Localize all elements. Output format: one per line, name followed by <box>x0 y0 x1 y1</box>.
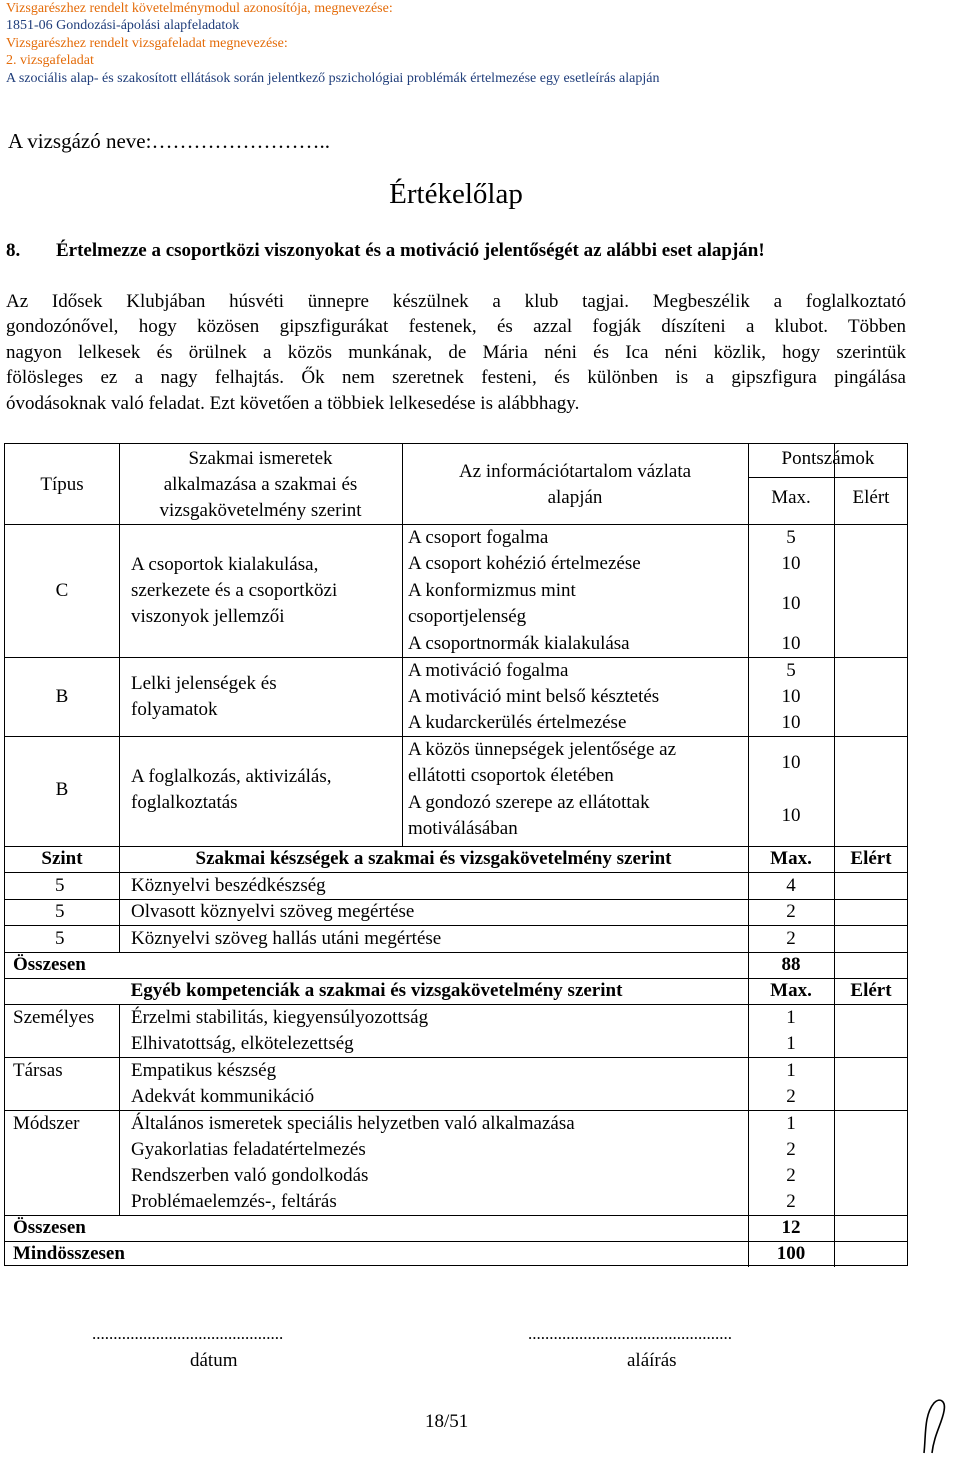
case-line: Az Idősek Klubjában húsvéti ünnepre készülnek a klub tagjai. Megbeszélik a foglalkoztató <box>6 291 906 312</box>
group-area-line: folyamatok <box>131 699 218 720</box>
item-max: 10 <box>781 805 801 826</box>
group-type: C <box>55 580 69 601</box>
other-max: 1 <box>786 1113 796 1134</box>
other-max: 2 <box>786 1139 796 1160</box>
header-line-1: Vizsgarészhez rendelt követelménymodul azonosítója, megnevezése: <box>6 1 393 16</box>
header-knowledge-line: Szakmai ismeretek <box>188 448 333 469</box>
other-max: 2 <box>786 1165 796 1186</box>
other-text: Általános ismeretek speciális helyzetben való alkalmazása <box>131 1113 575 1134</box>
header-line-5: A szociális alap- és szakosított ellátások során jelentkező pszichológiai problémák értelmezése egy esetleírás alapján <box>6 70 660 86</box>
group-area-line: A csoportok kialakulása, <box>131 554 319 575</box>
evaluation-table <box>4 443 908 1266</box>
other-header-title: Egyéb kompetenciák a szakmai és vizsgakövetelmény szerint <box>130 980 623 1001</box>
item-text <box>408 578 576 630</box>
item-max: 5 <box>786 660 796 681</box>
other-max: 2 <box>786 1191 796 1212</box>
skill-level: 5 <box>55 928 65 949</box>
signature-label: aláírás <box>627 1350 677 1371</box>
item-text: A motiváció fogalma <box>408 660 569 681</box>
other-text: Adekvát kommunikáció <box>131 1086 315 1107</box>
item-text-line: csoportjelenség <box>408 606 527 627</box>
other-text: Elhivatottság, elkötelezettség <box>131 1033 354 1054</box>
skill-level: 5 <box>55 901 65 922</box>
case-line: óvodásoknak való feladat. Ezt követően a többiek lelkesedése is alábbhagy. <box>6 392 580 414</box>
other-max: 1 <box>786 1060 796 1081</box>
group-area-line: A foglalkozás, aktivizálás, <box>131 766 332 787</box>
other-text: Rendszerben való gondolkodás <box>131 1165 369 1186</box>
item-text-line: motiválásában <box>408 818 518 839</box>
skill-level: 5 <box>55 875 65 896</box>
skills-total: 88 <box>781 954 801 975</box>
skill-text: Olvasott köznyelvi szöveg megértése <box>131 901 415 922</box>
header-type: Típus <box>40 474 84 495</box>
task-text: Értelmezze a csoportközi viszonyokat és a motiváció jelentőségét az alábbi eset alapján! <box>56 240 765 261</box>
group-type: B <box>55 779 69 800</box>
document-header <box>6 0 659 87</box>
header-info-line: alapján <box>547 487 603 508</box>
item-text <box>408 737 676 789</box>
item-text-line: ellátotti csoportok életében <box>408 765 614 786</box>
date-dots: ............................................. <box>92 1324 284 1343</box>
case-line: nagyon lelkesek és örülnek a közös munkának, de Mária néni és Ica néni közlik, hogy szerintük <box>6 341 906 363</box>
other-total-label: Összesen <box>13 1217 86 1238</box>
item-text: A csoport fogalma <box>408 527 549 548</box>
item-text: A csoportnormák kialakulása <box>408 633 630 654</box>
grand-total: 100 <box>776 1243 806 1264</box>
other-total: 12 <box>781 1217 801 1238</box>
other-category: Módszer <box>13 1113 80 1134</box>
skill-max: 2 <box>786 928 796 949</box>
other-header-max: Max. <box>770 980 812 1001</box>
case-line: fölösleges ez a nagy felhajtás. Ők nem szeretnek festeni, és különben is a gipszfigura pingálása <box>6 367 906 389</box>
header-info <box>402 459 748 511</box>
skill-max: 2 <box>786 901 796 922</box>
other-category: Társas <box>13 1060 63 1081</box>
case-description <box>6 289 906 416</box>
header-knowledge-line: alkalmazása a szakmai és <box>163 474 358 495</box>
signature-dots: ................................................ <box>528 1324 732 1343</box>
item-max: 10 <box>781 553 801 574</box>
other-max: 1 <box>786 1033 796 1054</box>
other-text: Empatikus készség <box>131 1060 277 1081</box>
item-text: A csoport kohézió értelmezése <box>408 553 641 574</box>
item-text-line: A közös ünnepségek jelentősége az <box>408 739 677 760</box>
case-line: gondozónővel, hogy közösen gipszfigurákat festenek, és azzal fogják díszíteni a klubot. Többen <box>6 316 906 338</box>
candidate-name-field: A vizsgázó neve:…………………….. <box>8 129 330 153</box>
other-text: Problémaelemzés-, feltárás <box>131 1191 337 1212</box>
item-text: A motiváció mint belső késztetés <box>408 686 660 707</box>
skill-max: 4 <box>786 875 796 896</box>
skills-header-level: Szint <box>41 848 83 869</box>
item-text-line: A gondozó szerepe az ellátottak <box>408 792 650 813</box>
page-number: 18/51 <box>425 1411 469 1432</box>
header-points: Pontszámok <box>781 448 875 469</box>
skills-header-title: Szakmai készségek a szakmai és vizsgakövetelmény szerint <box>195 848 672 869</box>
page-curl-mark <box>920 1395 950 1455</box>
grand-total-label: Mindösszesen <box>13 1243 125 1264</box>
item-max: 10 <box>781 633 801 654</box>
other-category: Személyes <box>13 1007 95 1028</box>
other-text: Gyakorlatias feladatértelmezés <box>131 1139 366 1160</box>
skills-total-label: Összesen <box>13 954 86 975</box>
date-label: dátum <box>190 1350 238 1371</box>
group-area-line: Lelki jelenségek és <box>131 673 277 694</box>
task-number: 8. <box>6 240 21 261</box>
other-max: 2 <box>786 1086 796 1107</box>
page-title: Értékelőlap <box>389 178 523 210</box>
skill-text: Köznyelvi beszédkészség <box>131 875 326 896</box>
header-knowledge <box>119 446 402 524</box>
group-area <box>131 671 277 723</box>
header-line-2: 1851-06 Gondozási-ápolási alapfeladatok <box>6 18 240 34</box>
item-max: 10 <box>781 593 801 614</box>
other-header-got: Elért <box>850 980 892 1001</box>
task-heading <box>6 240 765 262</box>
group-area <box>131 764 332 816</box>
skills-header-got: Elért <box>850 848 892 869</box>
header-line-3: Vizsgarészhez rendelt vizsgafeladat megnevezése: <box>6 35 288 51</box>
item-text-line: A konformizmus mint <box>408 580 576 601</box>
item-max: 10 <box>781 686 801 707</box>
item-text <box>408 790 650 842</box>
group-area <box>131 552 337 630</box>
group-area-line: szerkezete és a csoportközi <box>131 580 338 601</box>
skills-header-max: Max. <box>770 848 812 869</box>
other-max: 1 <box>786 1007 796 1028</box>
item-max: 10 <box>781 752 801 773</box>
group-type: B <box>55 686 69 707</box>
header-line-4: 2. vizsgafeladat <box>6 53 94 69</box>
header-info-line: Az információtartalom vázlata <box>458 461 692 482</box>
item-text: A kudarckerülés értelmezése <box>408 712 627 733</box>
item-max: 10 <box>781 712 801 733</box>
header-got: Elért <box>852 487 890 508</box>
other-text: Érzelmi stabilitás, kiegyensúlyozottság <box>131 1007 429 1028</box>
group-area-line: viszonyok jellemzői <box>131 606 285 627</box>
group-area-line: foglalkoztatás <box>131 792 238 813</box>
skill-text: Köznyelvi szöveg hallás utáni megértése <box>131 928 442 949</box>
header-max: Max. <box>771 487 811 508</box>
header-knowledge-line: vizsgakövetelmény szerint <box>159 500 362 521</box>
item-max: 5 <box>786 527 796 548</box>
